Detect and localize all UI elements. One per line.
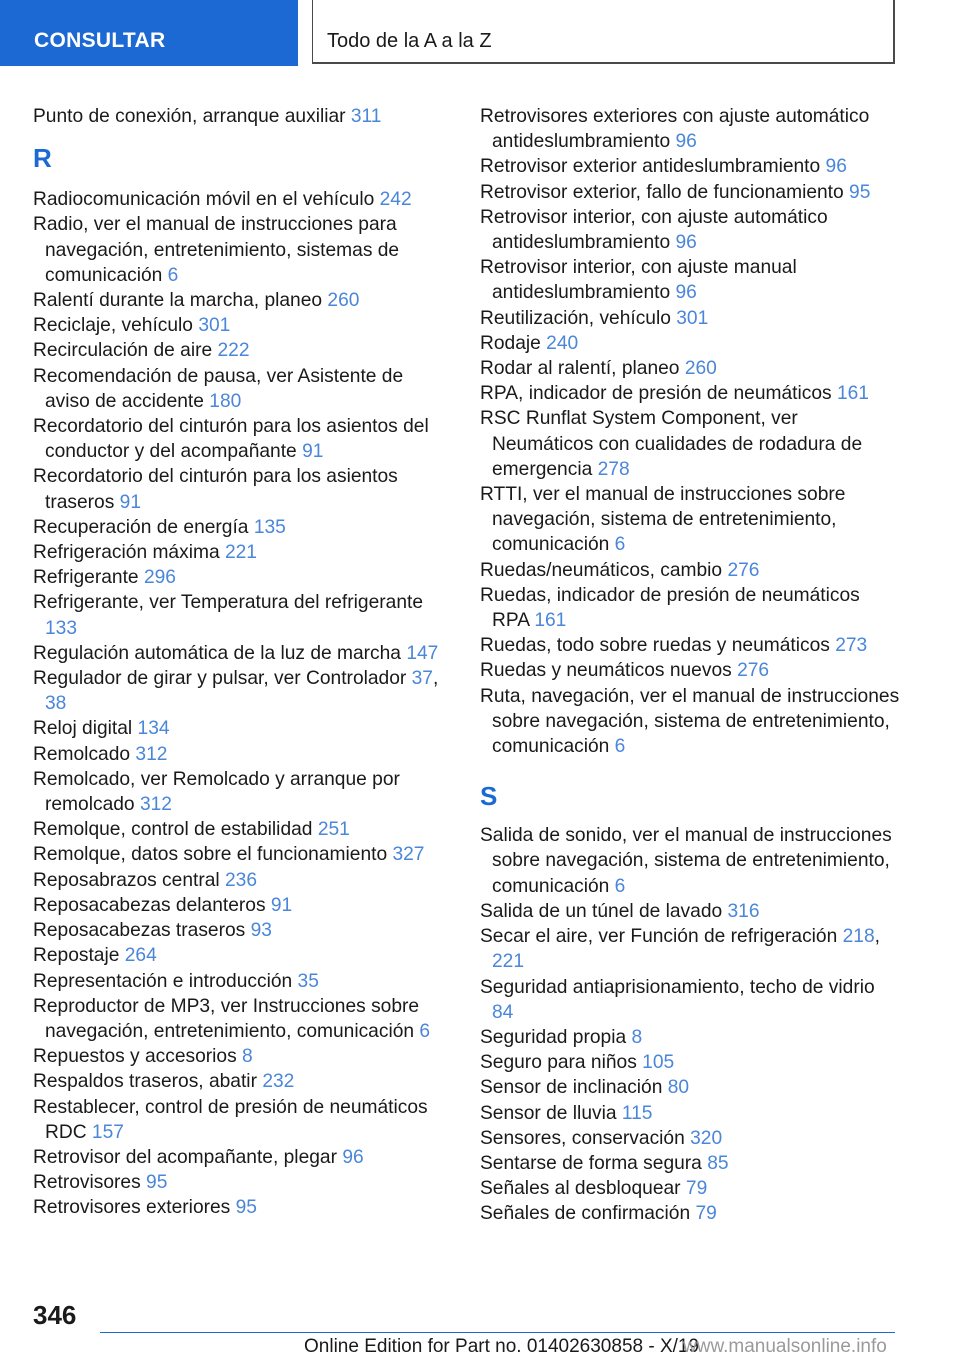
page-reference-link[interactable]: 95 [235, 1197, 257, 1219]
index-entry-text: Retrovisor interior, con ajuste automático antideslumbramiento [480, 206, 828, 254]
index-entry [33, 767, 453, 817]
index-entry-text: Radio, ver el manual de instrucciones para navegación, entretenimiento, sistemas de comunicación [33, 214, 400, 286]
page-reference-link[interactable]: 35 [297, 970, 319, 992]
index-entry-text: Retrovisores [33, 1172, 141, 1194]
page-reference-link[interactable]: 96 [825, 156, 847, 178]
index-column-right [480, 104, 900, 1227]
index-entry-text: Regulador de girar y pulsar, ver Controlador [33, 668, 407, 690]
index-entry-text: Sentarse de forma segura [480, 1152, 702, 1174]
page-reference-link[interactable]: 115 [621, 1102, 653, 1124]
page-reference-link[interactable]: 91 [270, 894, 293, 916]
page-reference-link[interactable]: 8 [242, 1046, 253, 1068]
index-entry [480, 1126, 900, 1151]
index-entry-text: Sensores, conservación [480, 1127, 685, 1149]
page-reference-link[interactable]: 218 [842, 926, 875, 948]
index-entry [33, 414, 453, 464]
page-reference-link[interactable]: 260 [327, 290, 360, 312]
index-entry-text: Seguridad antiaprisionamiento, techo de vidrio [480, 976, 875, 998]
page-reference-link[interactable]: 236 [225, 869, 258, 891]
page-reference-link[interactable]: 278 [597, 458, 630, 480]
index-entry-text: Punto de conexión, arranque auxiliar [33, 106, 346, 127]
index-entry-text: Reposacabezas traseros [33, 920, 246, 942]
page-reference-link[interactable]: 301 [198, 315, 231, 337]
page-reference-link[interactable]: 147 [406, 642, 439, 664]
footer-divider [100, 1332, 895, 1333]
edition-text: Online Edition for Part no. 01402630858 - X/19 [304, 1336, 700, 1357]
page-reference-link[interactable]: 96 [675, 131, 697, 153]
index-entry-text: Reposacabezas delanteros [33, 894, 266, 916]
index-entry [33, 1095, 453, 1145]
index-entry-text: Repostaje [33, 945, 120, 967]
page-number: 346 [33, 1300, 77, 1330]
page-reference-link[interactable]: 6 [167, 264, 179, 286]
index-entry [480, 1050, 900, 1075]
index-entry [480, 104, 900, 154]
page-reference-link[interactable]: 157 [91, 1121, 124, 1143]
index-entry-text: Reloj digital [33, 718, 133, 740]
page-reference-link[interactable]: 95 [849, 181, 871, 203]
index-entry-text: Recuperación de energía [33, 516, 249, 538]
index-entry [33, 641, 453, 666]
page-reference-link[interactable]: 276 [727, 559, 760, 581]
page-reference-link[interactable]: 276 [737, 660, 770, 682]
index-entry [480, 306, 900, 331]
page-reference-link[interactable]: 96 [675, 232, 697, 254]
index-entry-text: Señales de confirmación [480, 1203, 691, 1225]
page-reference-link[interactable]: 264 [124, 945, 157, 967]
index-entry-text: Reciclaje, vehículo [33, 315, 193, 337]
page-reference-link[interactable]: 91 [302, 441, 324, 463]
index-entry [480, 482, 900, 558]
index-entry-text: RPA, indicador de presión de neumáticos [480, 383, 832, 405]
index-entry-text: Remolcado [33, 743, 131, 765]
page-reference-link[interactable]: 222 [217, 340, 250, 362]
index-entry-text: Seguridad propia [480, 1026, 627, 1048]
index-entry [33, 716, 453, 741]
page-reference-link[interactable]: 37 [411, 668, 433, 690]
index-letter-heading: S [480, 781, 498, 812]
page-reference-link[interactable]: 311 [350, 106, 382, 127]
index-entry [480, 180, 900, 205]
index-entry-text: Ruedas, indicador de presión de neumáticos RPA [480, 584, 860, 632]
page-reference-link[interactable]: 301 [676, 307, 709, 329]
index-entry [33, 943, 453, 968]
page-header [0, 0, 960, 66]
page-reference-link[interactable]: 221 [224, 542, 257, 564]
index-entry-text: Recirculación de aire [33, 340, 213, 362]
page-reference-link[interactable]: 161 [534, 610, 567, 632]
index-entry-text: Retrovisores exteriores con ajuste automático antideslumbramiento [480, 106, 870, 153]
page-reference-link[interactable]: 312 [135, 743, 168, 765]
page-reference-link[interactable]: 79 [685, 1178, 708, 1200]
index-entry [480, 381, 900, 406]
index-entry-text: Remolque, control de estabilidad [33, 819, 313, 841]
index-entry [33, 313, 453, 338]
index-entry-text: Refrigerante, ver Temperatura del refrigerante [33, 592, 423, 614]
page-reference-link[interactable]: 105 [642, 1052, 675, 1074]
index-entry: Regulador de girar y pulsar, ver Controlador 37, 38 [33, 668, 439, 715]
index-entry-text: Recordatorio del cinturón para los asientos traseros [33, 466, 398, 513]
page-reference-link[interactable]: 251 [317, 819, 350, 841]
index-entry [33, 187, 453, 212]
index-entry [480, 205, 900, 255]
index-entry-text: Señales al desbloquear [480, 1178, 681, 1200]
page-reference-link[interactable]: 240 [546, 332, 579, 354]
page-reference-link[interactable]: 85 [707, 1152, 729, 1174]
index-entry-text: RTTI, ver el manual de instrucciones sobre navegación, sistema de entretenimiento, comunicación [480, 484, 846, 556]
page-reference-link[interactable]: 312 [139, 794, 172, 816]
index-entry-text: Refrigeración máxima [33, 542, 220, 564]
index-entry-text: Ralentí durante la marcha, planeo [33, 290, 323, 312]
index-entry-text: Retrovisores exteriores [33, 1197, 231, 1219]
index-entry [480, 1201, 900, 1226]
index-entry-text: Sensor de inclinación [480, 1077, 663, 1099]
index-entry-text: Secar el aire, ver Función de refrigeración [480, 926, 838, 948]
index-entry-text: Ruedas, todo sobre ruedas y neumáticos [480, 635, 830, 657]
index-entry: Secar el aire, ver Función de refrigeración 218, 221 [480, 926, 880, 973]
index-entry [33, 565, 453, 590]
index-entry [480, 1176, 900, 1201]
index-letter-heading: R [33, 143, 52, 174]
index-entry [33, 842, 453, 867]
index-entry [480, 1101, 900, 1126]
page-reference-link[interactable]: 8 [631, 1026, 643, 1048]
index-entry [33, 1195, 453, 1220]
index-entry-text: Remolque, datos sobre el funcionamiento [33, 844, 388, 866]
index-entry-text: Retrovisor exterior antideslumbramiento [480, 156, 821, 178]
page-reference-link[interactable]: 80 [667, 1077, 690, 1099]
index-entry [33, 464, 453, 514]
page-reference-link[interactable]: 6 [614, 736, 626, 758]
page-reference-link[interactable]: 93 [250, 920, 272, 942]
page-reference-link[interactable]: 260 [684, 358, 717, 380]
index-entry [33, 1044, 453, 1069]
page-reference-link[interactable]: 232 [262, 1071, 295, 1093]
index-entry-text: Ruta, navegación, ver el manual de instrucciones sobre navegación, sistema de entretenimiento, comunicación [480, 685, 900, 758]
index-entry-text: Remolcado, ver Remolcado y arranque por remolcado [33, 768, 400, 816]
index-entry [480, 1075, 900, 1100]
index-entry [480, 899, 900, 924]
index-entry-text: Refrigerante [33, 567, 139, 589]
page-reference-link[interactable]: 327 [392, 844, 425, 866]
page-reference-link[interactable]: 84 [492, 1001, 514, 1023]
index-entry-text: Restablecer, control de presión de neumáticos RDC [33, 1096, 428, 1143]
index-entry [480, 331, 900, 356]
index-entry [33, 868, 453, 893]
page-reference-link[interactable]: 296 [143, 567, 176, 589]
index-entry-text: Ruedas y neumáticos nuevos [480, 660, 732, 682]
index-entry [480, 255, 900, 305]
index-entry-text: Retrovisor exterior, fallo de funcionamiento [480, 181, 844, 203]
index-entry-text: Recomendación de pausa, ver Asistente de aviso de accidente [33, 365, 404, 412]
index-entry [480, 633, 900, 658]
index-entry-text: Reposabrazos central [33, 869, 220, 891]
index-entry [480, 658, 900, 683]
page-reference-link[interactable]: 91 [119, 491, 141, 513]
index-entry-text: Reutilización, vehículo [480, 307, 671, 329]
page-reference-link[interactable]: 135 [253, 516, 286, 538]
index-entry [480, 154, 900, 179]
index-entry [33, 893, 453, 918]
index-entry-text: Representación e introducción [33, 970, 293, 992]
index-entry-text: Rodaje [480, 332, 541, 354]
page-reference-link[interactable]: 242 [379, 189, 412, 211]
index-entry-text: Repuestos y accesorios [33, 1046, 237, 1068]
page-reference-link[interactable]: 221 [492, 951, 525, 973]
page-reference-link[interactable]: 6 [614, 534, 626, 556]
index-entry [33, 515, 453, 540]
index-entry [480, 684, 900, 760]
index-entry [33, 817, 453, 842]
index-entry-text: Regulación automática de la luz de marcha [33, 642, 401, 664]
index-entry [33, 540, 453, 565]
index-entry [480, 583, 900, 633]
page-reference-link[interactable]: 316 [727, 900, 760, 922]
section-tab: CONSULTAR [0, 0, 298, 66]
index-entry [33, 212, 453, 288]
index-entry [33, 969, 453, 994]
page-reference-link[interactable]: 320 [690, 1127, 723, 1149]
index-entry [33, 994, 453, 1044]
index-entry-text: Recordatorio del cinturón para los asientos del conductor y del acompañante [33, 416, 429, 463]
index-entry-text: Seguro para niños [480, 1052, 637, 1074]
index-entry [33, 338, 453, 363]
index-entry [480, 1151, 900, 1176]
index-entry [33, 918, 453, 943]
index-entry [480, 356, 900, 381]
index-entry-text: Respaldos traseros, abatir [33, 1071, 257, 1093]
index-entry [480, 823, 900, 899]
index-entry [33, 104, 453, 129]
index-entry-text: Salida de sonido, ver el manual de instrucciones sobre navegación, sistema de entretenimiento, comunicación [480, 825, 892, 897]
index-entry [33, 1069, 453, 1094]
index-entry [33, 364, 453, 414]
page-reference-link[interactable]: 133 [45, 617, 78, 639]
page-reference-link[interactable]: 79 [695, 1203, 717, 1225]
index-entry [33, 1170, 453, 1195]
watermark-text: www.manualsonline.info [683, 1336, 887, 1357]
index-entry-text: Salida de un túnel de lavado [480, 900, 723, 922]
page-reference-link[interactable]: 96 [675, 282, 697, 304]
page-reference-link[interactable]: 96 [342, 1146, 364, 1168]
page-reference-link[interactable]: 134 [137, 718, 170, 740]
index-entry [480, 406, 900, 482]
index-entry [33, 742, 453, 767]
index-entry-text: Sensor de lluvia [480, 1102, 617, 1124]
index-entry-text: Ruedas/neumáticos, cambio [480, 559, 723, 581]
page-reference-link[interactable]: 95 [146, 1172, 168, 1194]
index-entry-text: Radiocomunicación móvil en el vehículo [33, 189, 375, 211]
index-entry-text: Rodar al ralentí, planeo [480, 358, 680, 380]
page-reference-link[interactable]: 161 [836, 383, 869, 405]
page-reference-link[interactable]: 180 [209, 390, 242, 412]
index-entry-text: Reproductor de MP3, ver Instrucciones sobre navegación, entretenimiento, comunicación [33, 995, 420, 1042]
index-entry-text: Retrovisor del acompañante, plegar [33, 1146, 337, 1168]
page-reference-link[interactable]: 6 [419, 1020, 431, 1042]
index-entry [480, 558, 900, 583]
page-reference-link[interactable]: 38 [45, 693, 67, 715]
page-reference-link[interactable]: 6 [614, 875, 626, 897]
index-entry [33, 590, 453, 640]
index-column-left [33, 104, 453, 1221]
index-entry [480, 975, 900, 1025]
index-entry-text: RSC Runflat System Component, ver Neumáticos con cualidades de rodadura de emergencia [480, 408, 863, 480]
page-reference-link[interactable]: 273 [835, 635, 868, 657]
index-entry [33, 1145, 453, 1170]
index-entry-text: Retrovisor interior, con ajuste manual antideslumbramiento [480, 257, 797, 304]
index-entry [480, 1025, 900, 1050]
page-title: Todo de la A a la Z [327, 30, 492, 52]
index-entry [33, 288, 453, 313]
